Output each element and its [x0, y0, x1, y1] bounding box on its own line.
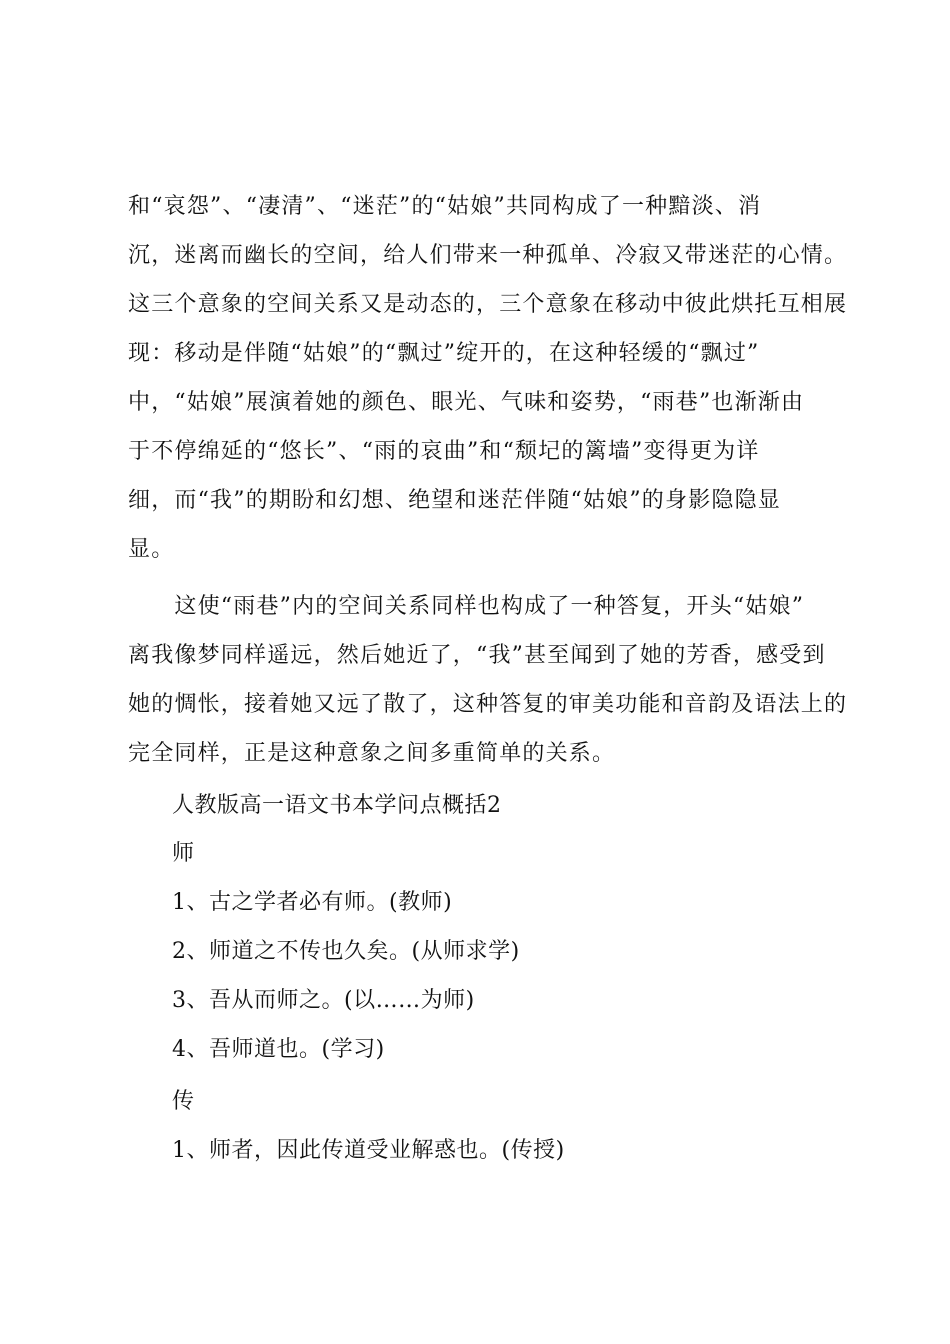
paragraph-2-line: 她的惆怅，接着她又远了散了，这种答复的审美功能和音韵及语法上的 — [128, 692, 848, 717]
paragraph-1-line: 这三个意象的空间关系又是动态的，三个意象在移动中彼此烘托互相展 — [128, 292, 848, 317]
paragraph-1-line: 细，而“我”的期盼和幻想、绝望和迷茫伴随“姑娘”的身影隐隐显 — [128, 488, 781, 513]
paragraph-1-line: 和“哀怨”、“凄清”、“迷茫”的“姑娘”共同构成了一种黯淡、消 — [128, 194, 762, 219]
paragraph-2 — [128, 582, 848, 778]
definition-item: 1、古之学者必有师。(教师) — [172, 890, 453, 915]
paragraph-1-line: 于不停绵延的“悠长”、“雨的哀曲”和“颓圮的篱墙”变得更为详 — [128, 439, 760, 464]
paragraph-1-line: 现：移动是伴随“姑娘”的“飘过”绽开的，在这种轻缓的“飘过” — [128, 341, 760, 366]
definition-item: 3、吾从而师之。(以……为师) — [172, 988, 475, 1013]
paragraph-2-line: 完全同样，正是这种意象之间多重简单的关系。 — [128, 741, 616, 766]
paragraph-1-line: 中，“姑娘”展演着她的颜色、眼光、气味和姿势，“雨巷”也渐渐由 — [128, 390, 805, 415]
paragraph-1-line: 显。 — [128, 537, 175, 562]
definition-item: 2、师道之不传也久矣。(从师求学) — [172, 939, 520, 964]
word-heading-shi: 师 — [172, 841, 195, 866]
paragraph-2-line: 离我像梦同样遥远，然后她近了，“我”甚至闻到了她的芳香，感受到 — [128, 643, 826, 668]
paragraph-1 — [128, 182, 848, 574]
definition-item: 4、吾师道也。(学习) — [172, 1037, 385, 1062]
section-title: 人教版高一语文书本学问点概括2 — [172, 793, 502, 818]
paragraph-2-line: 这使“雨巷”内的空间关系同样也构成了一种答复，开头“姑娘” — [128, 594, 805, 619]
paragraph-1-line: 沉，迷离而幽长的空间，给人们带来一种孤单、冷寂又带迷茫的心情。 — [128, 243, 848, 268]
word-heading-chuan: 传 — [172, 1089, 195, 1114]
definition-item: 1、师者，因此传道受业解惑也。(传授) — [172, 1138, 565, 1163]
